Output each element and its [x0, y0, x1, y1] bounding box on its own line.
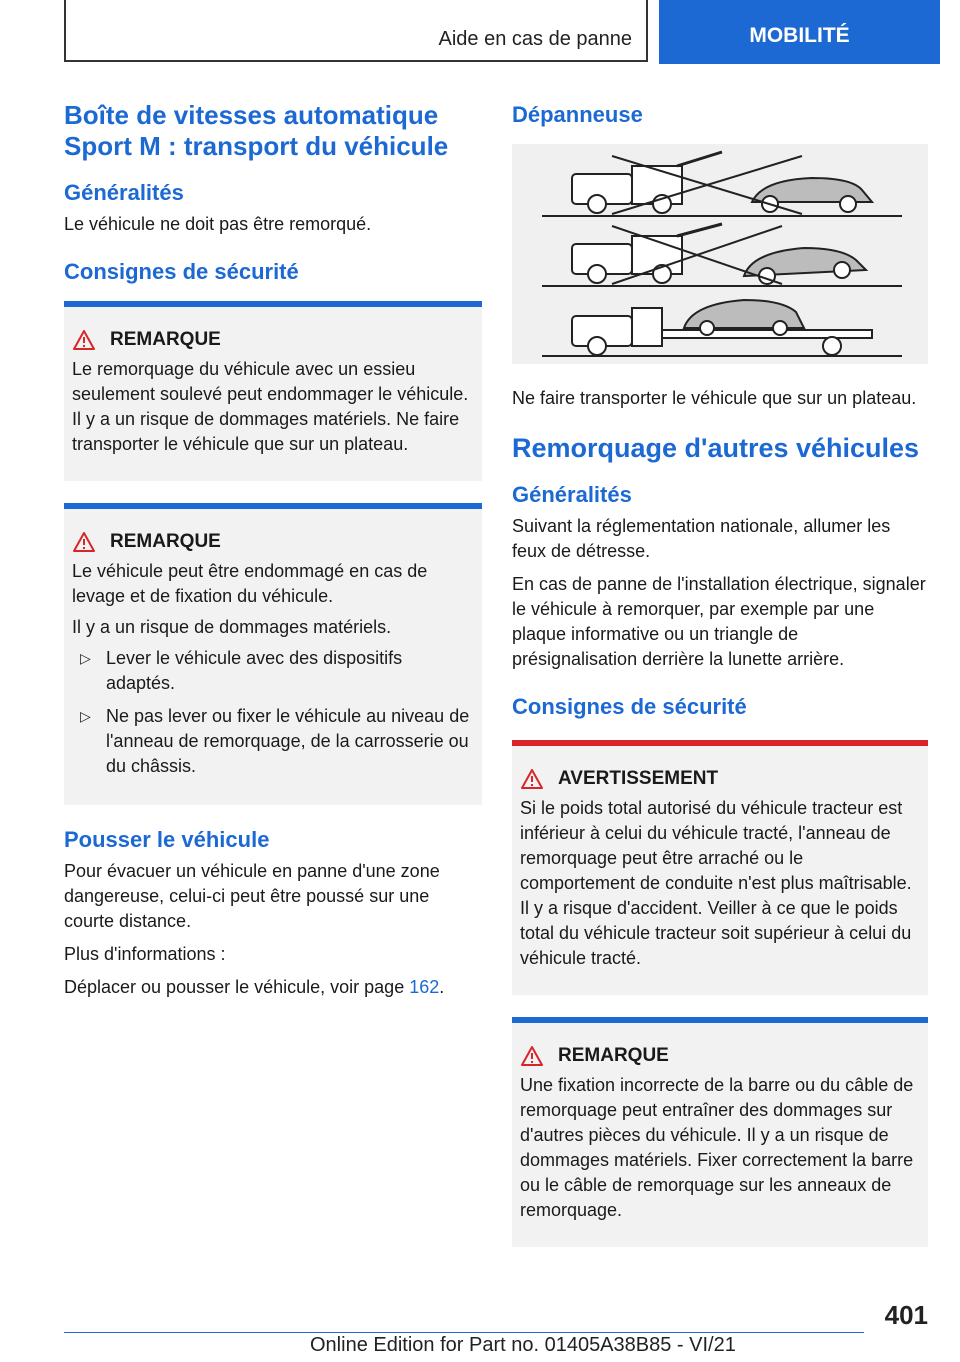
footer-divider: [64, 1332, 864, 1333]
tow-text: Ne faire transporter le véhicule que sur un plateau.: [512, 388, 917, 408]
push-heading: Pousser le véhicule: [64, 827, 270, 852]
other-vehicles-title: Remorquage d'autres véhicules: [512, 433, 920, 463]
notice-text: Une fixation incorrecte de la barre ou du câble de remorquage peut entraîner des dommages sur d'autres pièces du véhicule. Il y a un risque de dommages matériels. Fixer correctement la barre ou le câble de remorquage sur les anneaux de remorquage.: [520, 1075, 914, 1220]
warning-triangle-icon: [72, 329, 96, 351]
notice-box: [512, 1017, 928, 1247]
reference-text: Déplacer ou pousser le véhicule, voir page: [64, 977, 405, 997]
tow-truck-illustration: [512, 144, 928, 364]
notice-text: Le véhicule peut être endommagé en cas de levage et de fixation du véhicule.: [72, 561, 428, 606]
reference-end: .: [439, 977, 445, 997]
notice-box: [64, 301, 482, 481]
warning-triangle-icon: [520, 1045, 544, 1067]
list-item: [72, 646, 474, 696]
edition-text: Online Edition for Part no. 01405A38B85 - VI/21: [310, 1334, 736, 1356]
general-heading: Généralités: [512, 482, 632, 507]
notice-text: Le remorquage du véhicule avec un essieu seulement soulevé peut endommager le véhicule. Il y a un risque de dommages matériels. Ne faire transporter le véhicule que sur un plateau.: [72, 359, 469, 454]
notice-text: Il y a un risque de dommages matériels.: [72, 617, 392, 637]
warning-box: [512, 740, 928, 995]
warning-title-text: AVERTISSEMENT: [558, 768, 719, 789]
warning-text: Si le poids total autorisé du véhicule tracteur est inférieur à celui du véhicule tracté, l'anneau de remorquage peut être arraché ou le comportement de conduite n'est plus maîtrisable. Il y a risque d'accident. Veiller à ce que le poids total du véhicule tracteur soit supérieur à celui du véhicule tracté.: [520, 798, 912, 968]
page-number: 401: [884, 1300, 928, 1330]
general-text: En cas de panne de l'installation électrique, signaler le véhicule à remorquer, par exemple par une plaque informative ou un triangle de présignalisation derrière la lunette arrière.: [512, 574, 926, 669]
header-section-title: Aide en cas de panne: [438, 28, 632, 50]
safety-heading: Consignes de sécurité: [512, 694, 747, 719]
safety-heading: Consignes de sécurité: [64, 259, 299, 284]
section-title: Boîte de vitesses automatique Sport M : transport du véhicule: [64, 100, 449, 161]
notice-title: [72, 531, 474, 553]
header-chapter-tab[interactable]: MOBILITÉ: [659, 0, 940, 64]
page-reference: [64, 975, 482, 1000]
notice-title: [520, 1045, 920, 1067]
notice-title: [72, 329, 474, 351]
list-item: [72, 704, 474, 779]
general-text: Le véhicule ne doit pas être remorqué.: [64, 214, 372, 234]
more-info-text: Plus d'informations :: [64, 944, 226, 964]
list-item-text: Ne pas lever ou fixer le véhicule au niveau de l'anneau de remorquage, de la carrosserie ou du châssis.: [106, 706, 470, 776]
notice-title-text: REMARQUE: [110, 329, 221, 350]
warning-triangle-icon: [72, 531, 96, 553]
general-heading: Généralités: [64, 180, 184, 205]
bullet-triangle-icon: ▷: [80, 708, 91, 724]
notice-title-text: REMARQUE: [110, 531, 221, 552]
bullet-triangle-icon: ▷: [80, 650, 91, 666]
right-column: [512, 100, 928, 1269]
warning-triangle-icon: [520, 768, 544, 790]
list-item-text: Lever le véhicule avec des dispositifs adaptés.: [106, 648, 403, 693]
page-link[interactable]: 162: [409, 977, 440, 997]
notice-box: [64, 503, 482, 805]
general-text: Suivant la réglementation nationale, allumer les feux de détresse.: [512, 516, 891, 561]
header-frame: [64, 0, 648, 62]
push-text: Pour évacuer un véhicule en panne d'une zone dangereuse, celui-ci peut être poussé sur une courte distance.: [64, 861, 440, 931]
notice-bullet-list: [72, 646, 474, 779]
left-column: [64, 100, 482, 1008]
notice-title-text: REMARQUE: [558, 1045, 669, 1066]
warning-title: [520, 768, 920, 790]
tow-truck-heading: Dépanneuse: [512, 102, 643, 127]
